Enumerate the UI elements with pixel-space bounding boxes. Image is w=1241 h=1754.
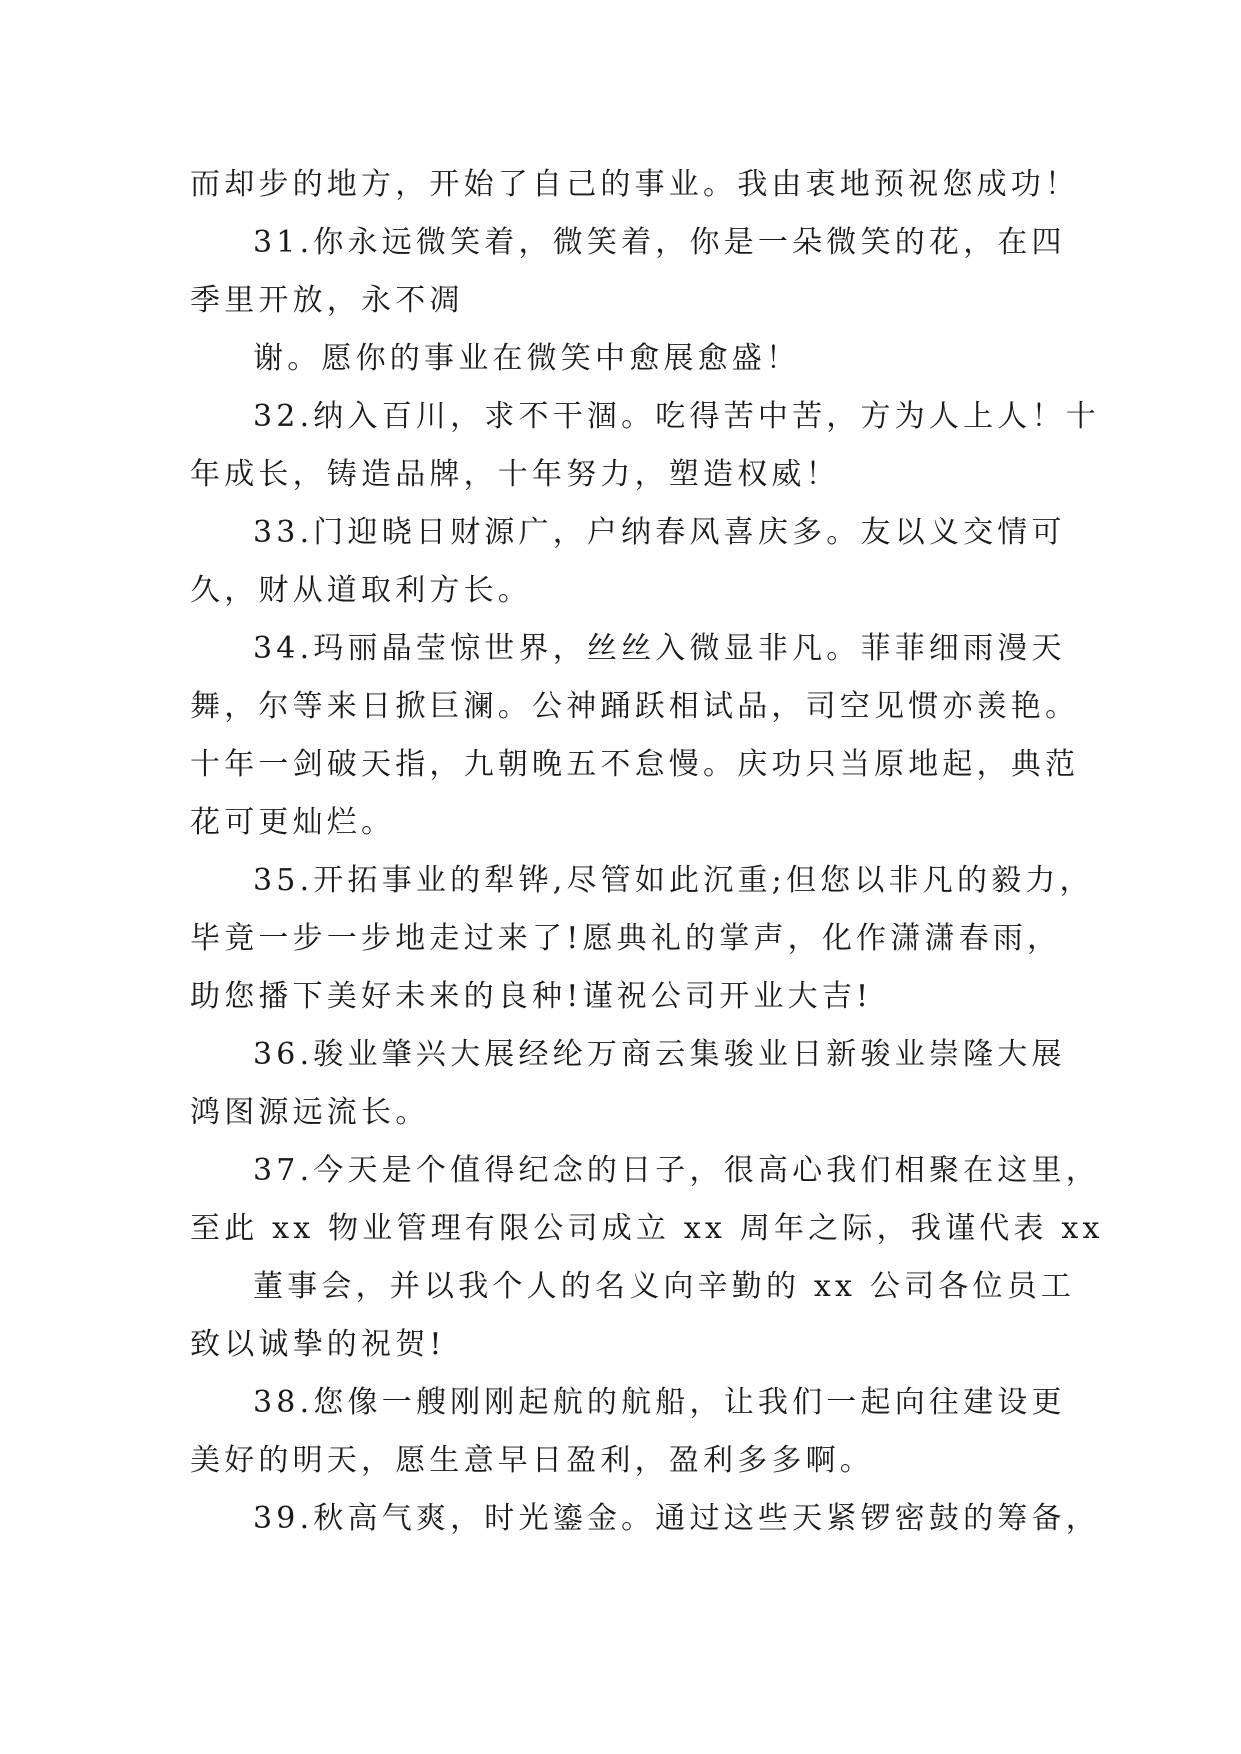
text-line: 董事会，并以我个人的名义向辛勤的 xx 公司各位员工 [253, 1269, 1076, 1304]
text-line: 花可更灿烂。 [190, 805, 396, 840]
text-line: 36.骏业肇兴大展经纶万商云集骏业日新骏业崇隆大展 [253, 1037, 1066, 1072]
text-line: 美好的明天，愿生意早日盈利，盈利多多啊。 [190, 1443, 874, 1478]
text-line: 季里开放，永不凋 [190, 283, 464, 318]
text-line: 38.您像一艘刚刚起航的航船，让我们一起向往建设更 [253, 1385, 1066, 1420]
text-line: 37.今天是个值得纪念的日子，很高心我们相聚在这里， [253, 1153, 1100, 1188]
text-line: 33.门迎晓日财源广，户纳春风喜庆多。友以义交情可 [253, 515, 1066, 550]
text-line: 至此 xx 物业管理有限公司成立 xx 周年之际，我谨代表 xx [190, 1211, 1104, 1246]
text-line: 久，财从道取利方长。 [190, 573, 532, 608]
text-line: 鸿图源远流长。 [190, 1095, 430, 1130]
text-line: 十年一剑破天指，九朝晚五不怠慢。庆功只当原地起，典范 [190, 747, 1080, 782]
text-line: 31.你永远微笑着，微笑着，你是一朵微笑的花，在四 [253, 225, 1066, 260]
text-line: 34.玛丽晶莹惊世界，丝丝入微显非凡。菲菲细雨漫天 [253, 631, 1066, 666]
text-line: 致以诚挚的祝贺! [190, 1327, 446, 1362]
text-line: 35.开拓事业的犁铧,尽管如此沉重;但您以非凡的毅力， [253, 863, 1094, 898]
text-line: 助您播下美好未来的良种!谨祝公司开业大吉! [190, 979, 873, 1014]
text-line: 谢。愿你的事业在微笑中愈展愈盛！ [253, 341, 801, 376]
text-line: 39.秋高气爽，时光鎏金。通过这些天紧锣密鼓的筹备， [253, 1501, 1100, 1536]
text-line: 而却步的地方，开始了自己的事业。我由衷地预祝您成功！ [190, 167, 1080, 202]
text-line: 舞，尔等来日掀巨澜。公神踊跃相试品，司空见惯亦羡艳。 [190, 689, 1080, 724]
text-line: 32.纳入百川，求不干涸。吃得苦中苦，方为人上人！十 [253, 399, 1100, 434]
text-line: 年成长，铸造品牌，十年努力，塑造权威！ [190, 457, 840, 492]
text-line: 毕竟一步一步地走过来了!愿典礼的掌声，化作潇潇春雨， [190, 921, 1062, 956]
